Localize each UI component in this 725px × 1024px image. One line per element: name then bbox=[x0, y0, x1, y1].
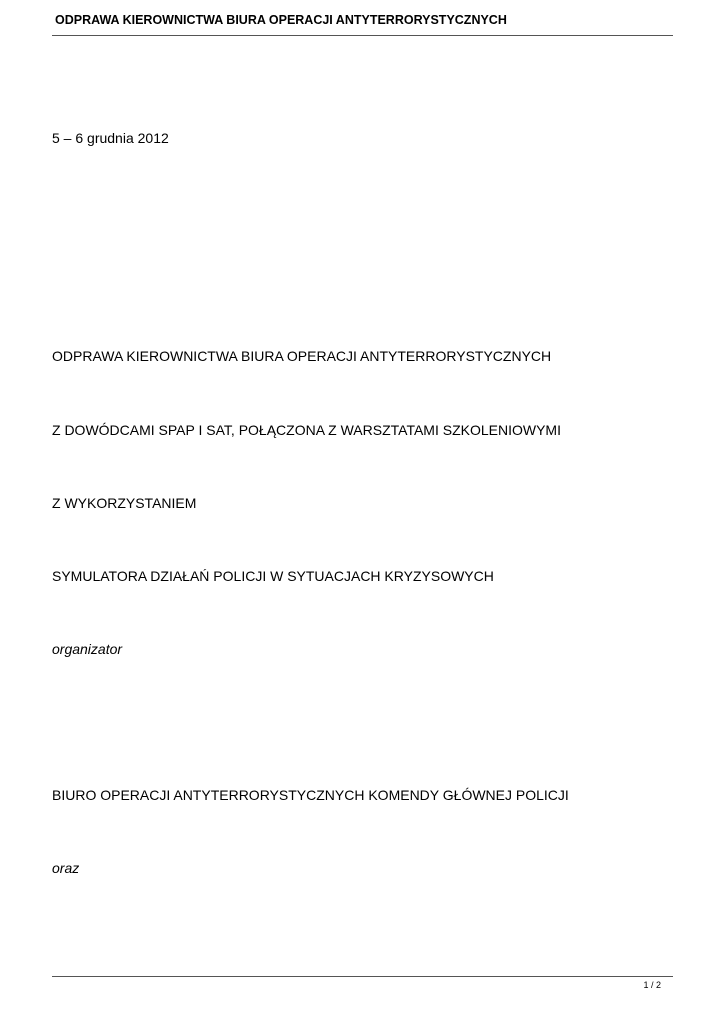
title-line-2: Z DOWÓDCAMI SPAP I SAT, POŁĄCZONA Z WARSZTATAMI SZKOLENIOWYMI bbox=[52, 422, 561, 438]
title-line-4: SYMULATORA DZIAŁAŃ POLICJI W SYTUACJACH KRYZYSOWYCH bbox=[52, 568, 494, 584]
footer-divider bbox=[52, 976, 673, 977]
and-label: oraz bbox=[52, 860, 80, 876]
title-line-3: Z WYKORZYSTANIEM bbox=[52, 495, 197, 511]
page-number: 1 / 2 bbox=[643, 980, 661, 990]
event-date: 5 – 6 grudnia 2012 bbox=[52, 130, 169, 146]
title-line-1: ODPRAWA KIEROWNICTWA BIURA OPERACJI ANTYTERRORYSTYCZNYCH bbox=[52, 348, 552, 364]
header-divider bbox=[52, 35, 673, 36]
page-header-title: ODPRAWA KIEROWNICTWA BIURA OPERACJI ANTYTERRORYSTYCZNYCH bbox=[55, 13, 507, 27]
organizer-label: organizator bbox=[52, 641, 123, 657]
organizer-name: BIURO OPERACJI ANTYTERRORYSTYCZNYCH KOMENDY GŁÓWNEJ POLICJI bbox=[52, 787, 569, 803]
